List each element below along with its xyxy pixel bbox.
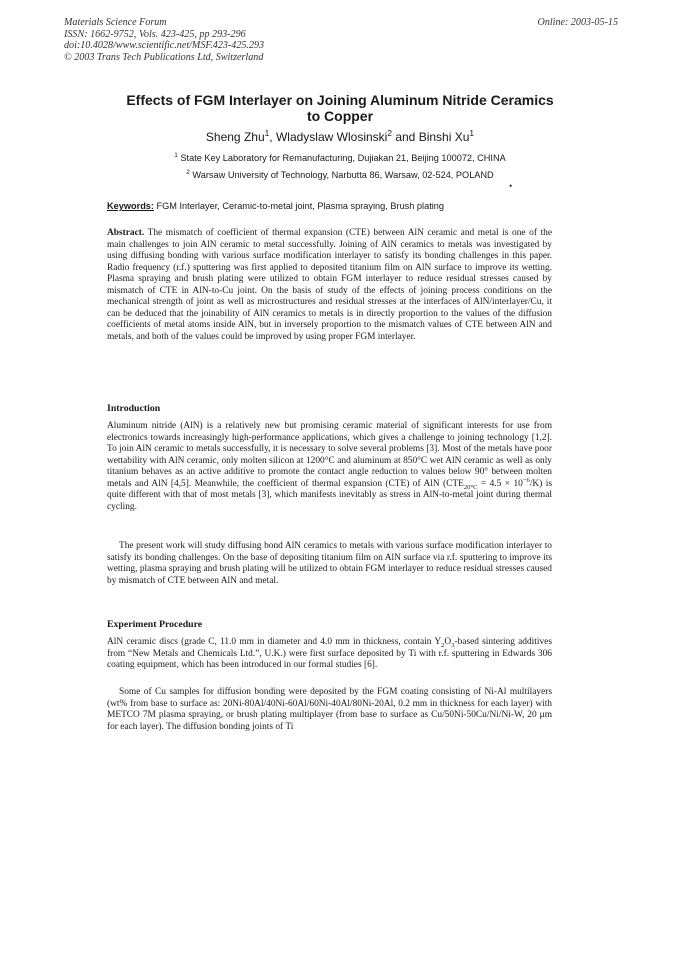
exp-text: -based sintering additives from “New Metals and Chemicals Ltd.”, U.K.) were first surface deposited by Ti with r.f. sputtering in Edwards 306 coating equipment, which has been introduced in our formal studies [6].	[107, 637, 552, 670]
author-separator: and	[392, 130, 419, 144]
affiliation-text: State Key Laboratory for Remanufacturing, Dujiakan 21, Beijing 100072, CHINA	[177, 153, 506, 163]
affiliation-mark: 2	[186, 168, 190, 176]
cte-subscript: 20°C	[463, 483, 478, 491]
keywords-label: Keywords:	[107, 201, 154, 211]
cte-exponent: −6	[522, 476, 530, 484]
experiment-paragraph-1	[107, 637, 552, 672]
author-affil-mark: 2	[387, 128, 392, 138]
exp-text: O	[444, 637, 452, 647]
intro-text: /K) is quite different with that of most metals [3], which manifests inevitably as stress in AlN-to-metal joint during thermal cycling.	[107, 478, 552, 512]
online-date: Online: 2003-05-15	[537, 17, 618, 28]
affiliation-mark: 1	[174, 151, 178, 159]
abstract-label: Abstract.	[107, 228, 145, 238]
author-list	[100, 130, 580, 144]
doi-line[interactable]: doi:10.4028/www.scientific.net/MSF.423-425.293	[64, 40, 265, 52]
affiliation-1	[100, 153, 580, 164]
affiliation-2	[100, 170, 580, 181]
journal-name: Materials Science Forum	[64, 17, 167, 28]
keywords-line	[107, 201, 567, 212]
abstract-paragraph	[107, 228, 552, 343]
journal-header	[64, 17, 424, 63]
formula-subscript: 3	[451, 641, 455, 649]
copyright-line: © 2003 Trans Tech Publications Ltd, Switzerland	[64, 51, 264, 63]
abstract-text: The mismatch of coefficient of thermal expansion (CTE) between AlN ceramic and metal is one of the main challenges to join AlN ceramic to metal successfully. Joining of AlN ceramics to metals was investigated by using diffusing bonding with various surface modification interlayer to satisfy its bonding challenges in this paper. Radio frequency (r.f.) sputtering was first applied to deposited titanium film on AlN surface to improve its wetting. Plasma spraying and brush plating were utilized to obtain FGM interlayer to reduce residual stresses caused by mismatch of CTE in AlN-to-Cu joint. On the basis of study of the effects of joining process conditions on the mechanical strength of joint as well as microstructures and residual stresses at the interfaces of AlN/interlayer/Cu, it can be deduced that the joinability of AlN ceramics to metals is in directly proportion to the values of the diffusion coefficients of metal atoms inside AlN, but in inversely proportion to the mismatch values of CTE between AlN and metals, and both of the values could be improved by using proper FGM interlayer.	[107, 228, 552, 342]
author-name: Wladyslaw Wlosinski	[275, 130, 388, 144]
intro-text: Aluminum nitride (AlN) is a relatively new but promising ceramic material of significant interests for use from electronics towards increasingly high-performance applications, which gives a challenge to joining technology [1,2]. To join AlN ceramic to metals successfully, it is necessary to solve several problems [3]. Most of the metals have poor wettability with AlN ceramic, only molten silicon at 1200°C and aluminum at 850°C wet AlN ceramic as well as only titanium behaves as an active additive to promote the contact angle reduction to values below 90° between molten metals and AlN [4,5]. Meanwhile, the coefficient of thermal expansion (CTE) of AlN (CTE	[107, 421, 552, 489]
experiment-paragraph-2: Some of Cu samples for diffusion bonding were deposited by the FGM coating consisting of Ni-Al multilayers (wt% from base to surface as: 20Ni-80Al/40Ni-60Al/60Ni-40Al/80Ni-20Al, 0.2 mm in thickness for each layer) with METCO 7M plasma spraying, or brush plating multiplayer (from base to surface as Cu/50Ni-50Cu/Ni/Ni-W, 20 μm for each layer). The diffusion bonding joints of Ti	[107, 687, 552, 732]
paper-title	[100, 92, 580, 124]
issn-line: ISSN: 1662-9752, Vols. 423-425, pp 293-296	[64, 28, 246, 40]
scan-speck: •	[509, 181, 513, 191]
author-affil-mark: 1	[469, 128, 475, 138]
introduction-paragraph-2: The present work will study diffusing bond AlN ceramics to metals with various surface modification interlayer to satisfy its bonding challenges. On the base of depositing titanium film on AlN surface via r.f. sputtering to improve its wetting, plasma spraying and brush plating will be utilized to obtain FGM interlayer to reduce residual stresses caused by mismatch of CTE between AlN and metal.	[107, 541, 552, 586]
introduction-paragraph-1	[107, 421, 552, 513]
author-separator: ,	[269, 130, 276, 144]
affiliation-text: Warsaw University of Technology, Narbutta 86, Warsaw, 02-524, POLAND	[189, 170, 494, 180]
title-line-2: to Copper	[306, 108, 374, 124]
formula-subscript: 2	[441, 641, 445, 649]
experiment-heading: Experiment Procedure	[107, 619, 203, 630]
keywords-text: FGM Interlayer, Ceramic-to-metal joint, Plasma spraying, Brush plating	[153, 201, 445, 211]
title-line-1: Effects of FGM Interlayer on Joining Aluminum Nitride Ceramics	[126, 92, 554, 108]
introduction-heading: Introduction	[107, 403, 161, 414]
intro-text: = 4.5 × 10	[477, 478, 523, 489]
exp-text: AlN ceramic discs (grade C, 11.0 mm in diameter and 4.0 mm in thickness, contain Y	[107, 637, 442, 647]
author-affil-mark: 1	[264, 128, 270, 138]
author-name: Sheng Zhu	[205, 130, 265, 144]
author-name: Binshi Xu	[418, 130, 470, 144]
